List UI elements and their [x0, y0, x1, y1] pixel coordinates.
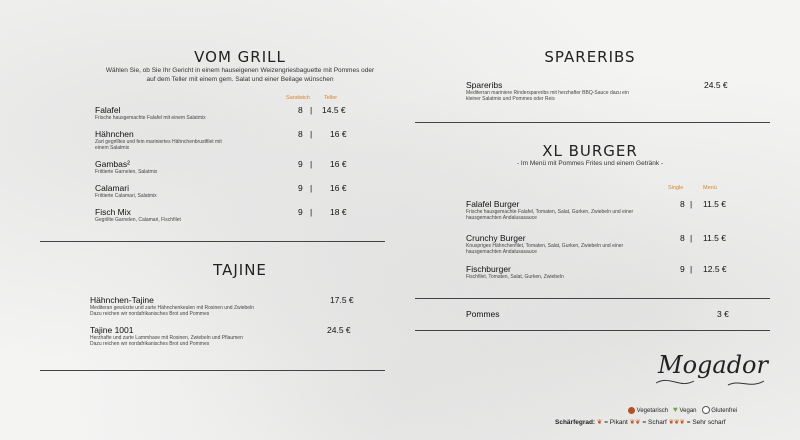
separator: |: [310, 129, 313, 139]
item-name: Tajine 1001: [90, 325, 134, 335]
item-desc: Dazu reichen wir nordafrikanisches Brot und Pommes: [90, 311, 210, 318]
burger-item-crunchy: [466, 233, 676, 255]
col-teller: Teller: [324, 95, 338, 101]
mogador-logo: [650, 345, 770, 393]
item-name: Hähnchen-Tajine: [90, 295, 154, 305]
separator: |: [690, 264, 693, 274]
spareribs-price: 24.5 €: [704, 80, 728, 90]
grill-item-haehnchen: [95, 129, 295, 151]
price-teller: 16 €: [330, 129, 347, 139]
grill-item-calamari: [95, 183, 295, 199]
price-sandwich: 8: [298, 105, 303, 115]
divider: [415, 122, 770, 123]
item-name: Spareribs: [466, 80, 503, 90]
price-sandwich: 9: [298, 183, 303, 193]
legend-sehr-scharf: = Sehr scharf: [686, 419, 726, 426]
legend-vegan: Vegan: [679, 408, 697, 414]
legend-diet: [628, 405, 737, 414]
burger-subtitle: - Im Menü mit Pommes Frites und einem Getränk -: [516, 160, 664, 167]
pommes-name: Pommes: [466, 309, 500, 319]
item-name: Falafel Burger: [466, 199, 520, 209]
price-sandwich: 8: [298, 129, 303, 139]
grill-intro: [55, 67, 425, 84]
separator: |: [690, 233, 693, 243]
item-desc: Herzhafte und zarte Lammhaxe mit Rosinen, Zwiebeln und Pflaumen: [90, 335, 243, 341]
item-desc: einem Salatmix: [95, 145, 130, 152]
item-desc: Dazu reichen wir nordafrikanisches Brot und Pommes: [90, 341, 210, 348]
separator: |: [310, 183, 313, 193]
price-single: 9: [680, 264, 685, 274]
item-desc: Frittierte Calamari, Salatmix: [95, 193, 157, 199]
tajine-item-haehnchen: [90, 295, 330, 317]
price-single: 8: [680, 199, 685, 209]
vegan-icon: ♥: [673, 405, 678, 414]
glutenfrei-icon: [702, 406, 710, 414]
tajine-price: 24.5 €: [327, 325, 351, 335]
logo-text: Mogador: [658, 351, 768, 379]
item-desc: Frische hausgemachte Falafel, Tomaten, Salat, Gurken, Zwiebeln und einer: [466, 209, 634, 215]
item-desc: Mediteran gewürzte und zarte Hähnchenkeulen mit Rosinen und Zwiebeln: [90, 305, 254, 311]
item-desc: Frische hausgemachte Falafel mit einem Salatmix: [95, 115, 206, 121]
burger-item-falafel: [466, 199, 676, 221]
legend-scharf: = Scharf: [642, 419, 667, 426]
divider: [415, 298, 770, 299]
item-name: Falafel: [95, 105, 121, 115]
separator: |: [310, 207, 313, 217]
item-desc: hausgemachten Andalusasauce: [466, 215, 537, 222]
item-desc: kleiner Salatmix und Pommes oder Reis: [466, 96, 555, 103]
burger-title: XL BURGER: [542, 142, 638, 160]
burger-item-fisch: [466, 264, 676, 280]
price-teller: 16 €: [330, 183, 347, 193]
item-name: Fisch Mix: [95, 207, 131, 217]
separator: |: [310, 105, 313, 115]
grill-intro-line1: Wählen Sie, ob Sie Ihr Gericht in einem hauseigenen Weizengriesbaguette mit Pommes oder: [105, 67, 375, 74]
grill-title: VOM GRILL: [194, 48, 286, 66]
price-teller: 14.5 €: [322, 105, 346, 115]
tajine-title: TAJINE: [213, 261, 267, 279]
col-single: Single: [668, 185, 684, 191]
item-name: Hähnchen: [95, 129, 134, 139]
price-menu: 11.5 €: [703, 199, 727, 209]
item-desc: Knuspriges Hähnchenfilet, Tomaten, Salat, Gurken, Zwiebeln und einer: [466, 243, 624, 249]
grill-item-gambas: [95, 159, 295, 175]
price-sandwich: 9: [298, 159, 303, 169]
spareribs-item: [466, 80, 686, 102]
chili-icon: ❦❦❦: [668, 419, 685, 426]
pommes-price: 3 €: [717, 309, 729, 319]
item-name: Crunchy Burger: [466, 233, 526, 243]
legend-vegetarisch: Vegetarisch: [636, 408, 669, 414]
item-desc: Fischfilet, Tomaten, Salat, Gurken, Zwiebeln: [466, 274, 564, 280]
price-single: 8: [680, 233, 685, 243]
price-menu: 12.5 €: [703, 264, 727, 274]
price-menu: 11.5 €: [703, 233, 727, 243]
grill-intro-line2: auf dem Teller mit einem gem. Salat und einer Beilage wünschen: [146, 75, 334, 83]
tajine-item-1001: [90, 325, 330, 347]
legend-spice: [555, 418, 726, 426]
price-sandwich: 9: [298, 207, 303, 217]
chili-icon: ❦: [596, 419, 603, 426]
chili-icon: ❦❦: [629, 419, 641, 426]
item-desc: Zart gegrilltes und fein mariniertes Hähnchenbrustfilet mit: [95, 139, 222, 145]
col-menu: Menü: [703, 185, 717, 191]
item-desc: Mediterran mariniere Rinderspareribs mit herzhafter BBQ-Sauce dazu ein: [466, 90, 629, 96]
divider: [40, 370, 385, 371]
item-name: Calamari: [95, 183, 130, 193]
item-name: Gambas²: [95, 159, 130, 169]
spareribs-title: SPARERIBS: [544, 48, 636, 66]
item-name: Fischburger: [466, 264, 511, 274]
legend-pikant: = Pikant: [604, 419, 628, 426]
grill-item-fisch-mix: [95, 207, 295, 223]
legend-glutenfrei: Glutenfrei: [711, 408, 738, 414]
separator: |: [310, 159, 313, 169]
price-teller: 16 €: [330, 159, 347, 169]
tajine-price: 17.5 €: [330, 295, 354, 305]
item-desc: Gegrillte Garnelen, Calamari, Fischfilet: [95, 217, 181, 223]
col-sandwich: Sandwich: [286, 95, 310, 101]
item-desc: Frittierte Garnelen, Salatmix: [95, 169, 158, 175]
divider: [40, 241, 385, 242]
separator: |: [690, 199, 693, 209]
item-desc: hausgemachten Andalusasauce: [466, 249, 537, 256]
legend-schaerfegrad: Schärfegrad:: [555, 419, 596, 426]
divider: [415, 330, 770, 331]
vegetarisch-icon: [628, 407, 635, 414]
price-teller: 18 €: [330, 207, 347, 217]
